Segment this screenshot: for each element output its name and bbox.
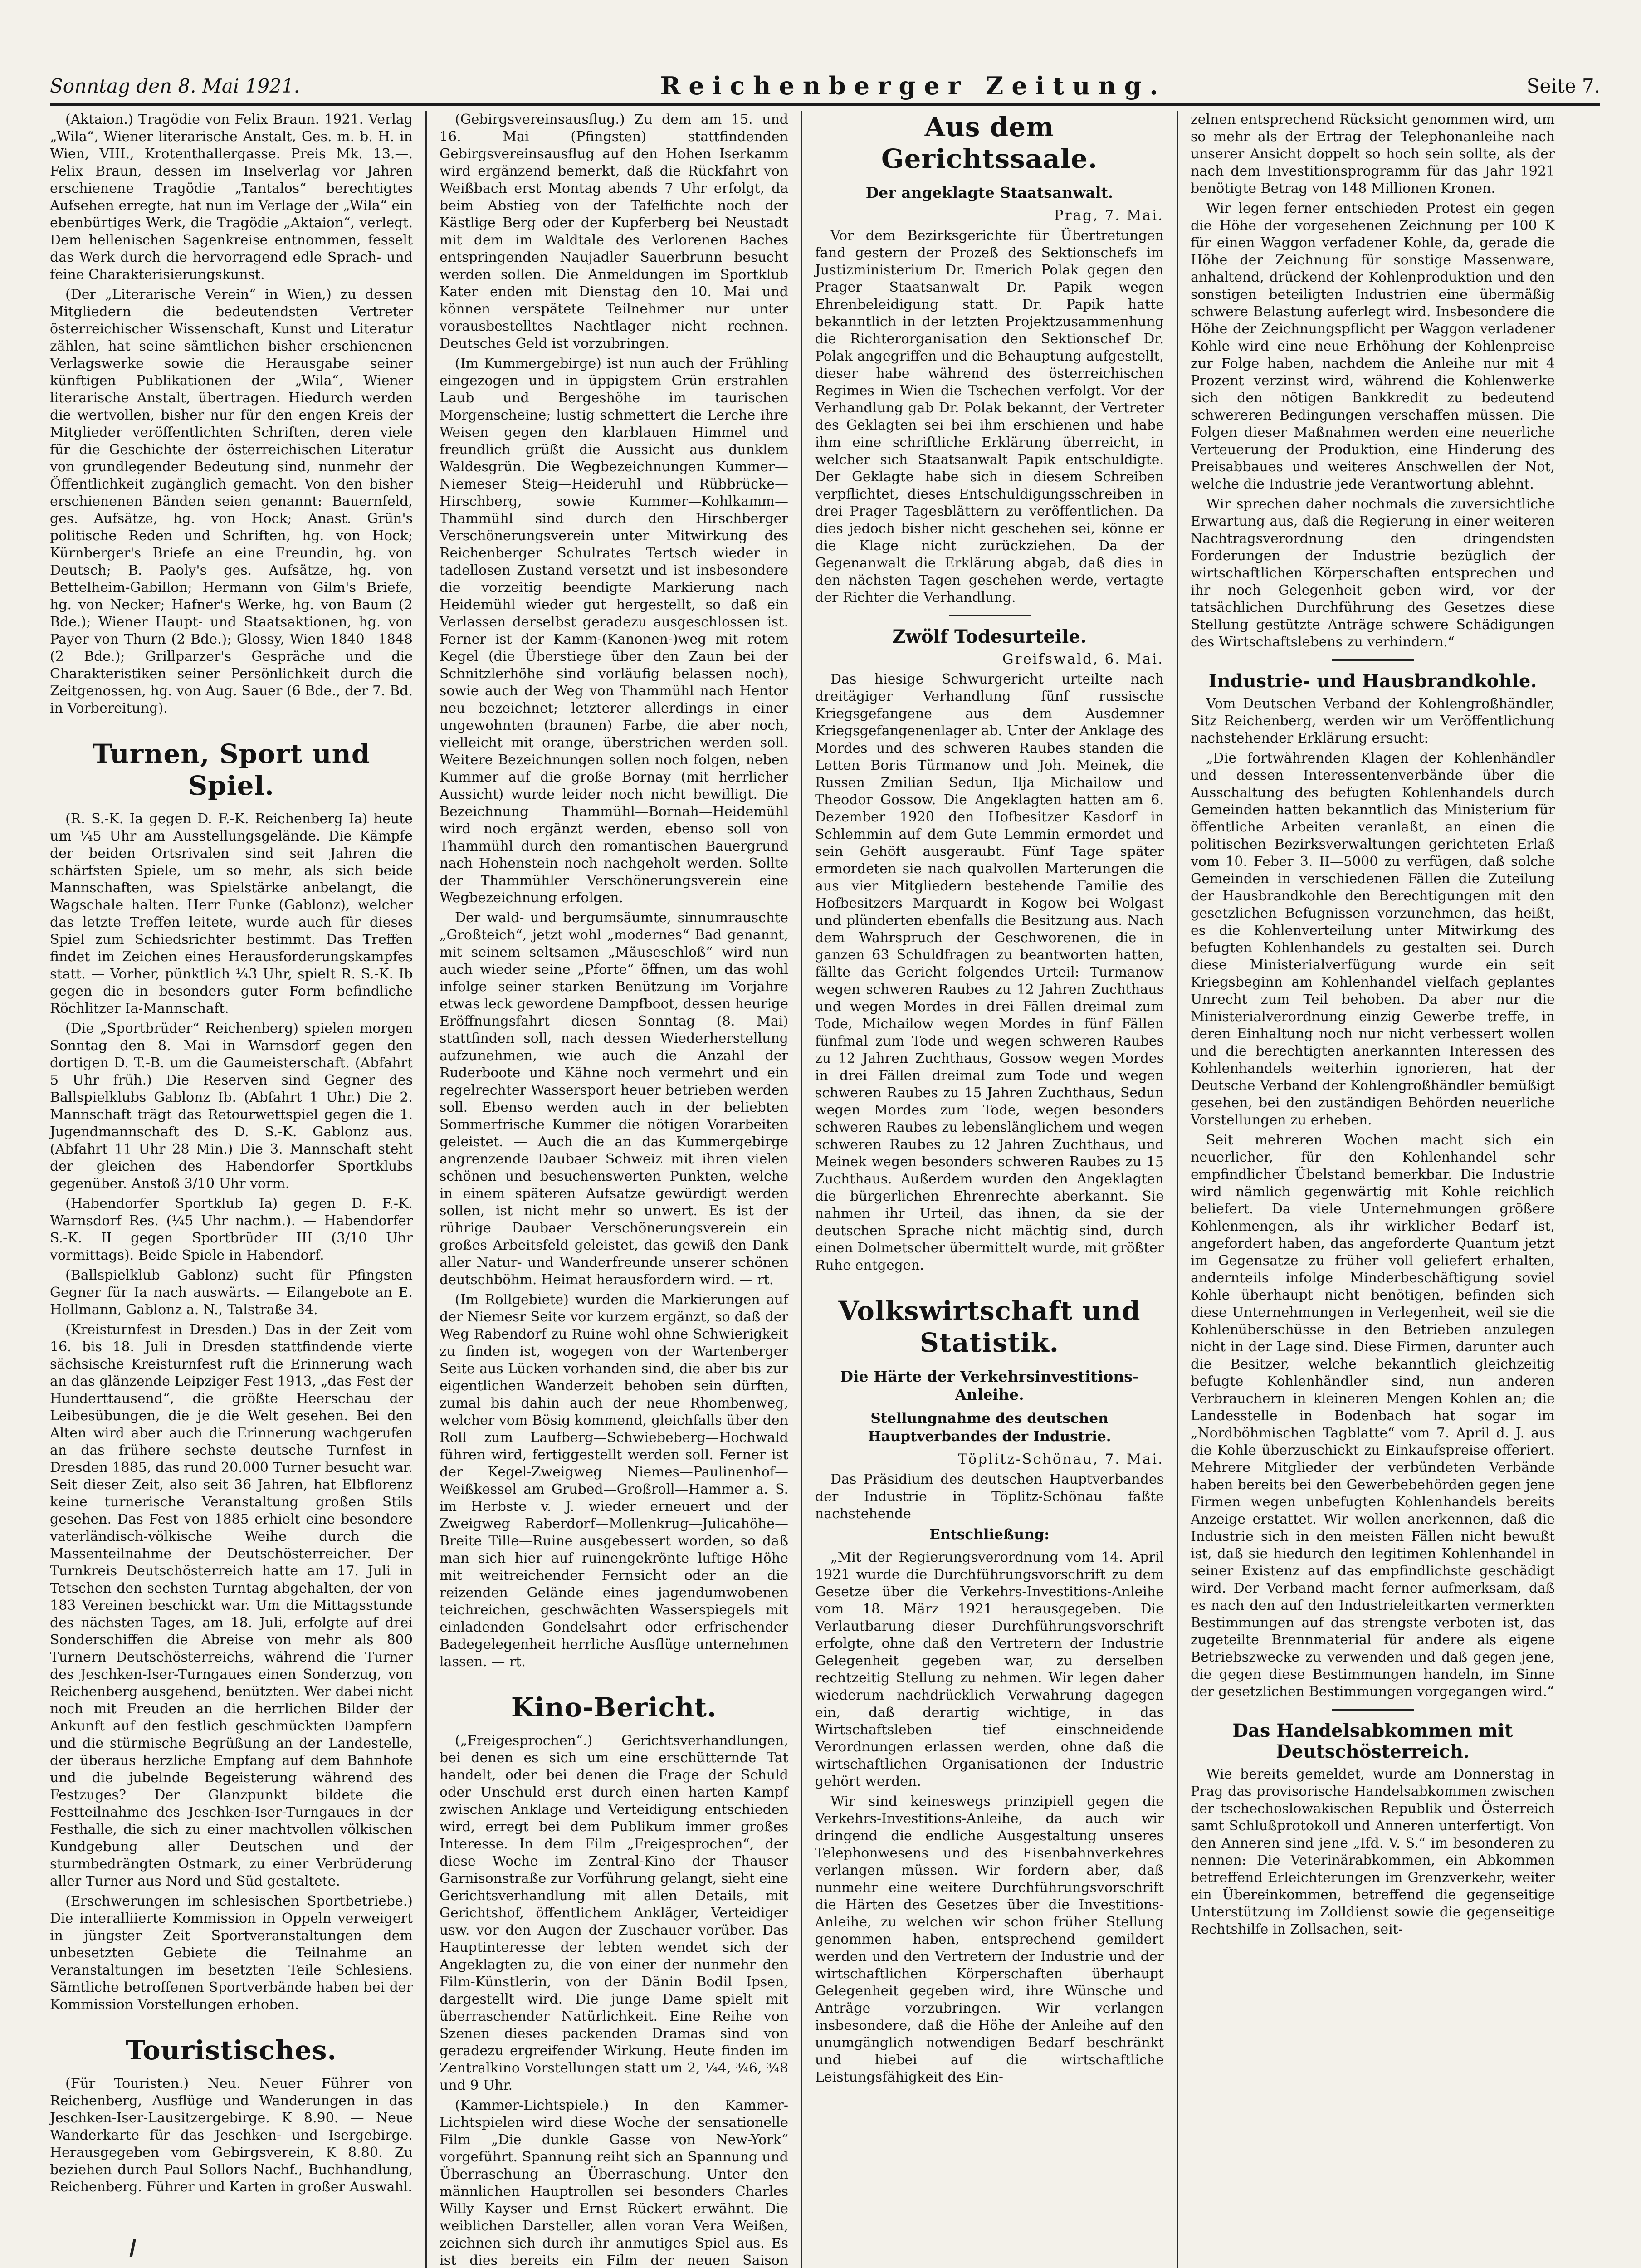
headline-handelsabkommen: Das Handelsabkommen mit Deutschösterreich. xyxy=(1232,1720,1513,1762)
dateline-teplitz: Töplitz-Schönau, 7. Mai. xyxy=(958,1451,1164,1467)
article-kohlenhaendler-1: „Die fortwährenden Klagen der Kohlenhändler und dessen Interessentenverbände über die Ausschaltung des befugten Kohlenhandels durch Gemeinden hatten bekanntlich das Ministerium für öffentliche Arbeiten veranlaßt, an einen die politischen Bezirksverwaltungen gerichteten Erlaß vom 10. Feber 3. II—5000 zu verfügen, daß solche Gemeinden in verschiedenen Fällen die Zuteilung der Hausbrandkohle den Berechtigungen mit den gesetzlichen Befugnissen vorzunehmen, das heißt, es die Kohlenverteilung unter Mitwirkung des befugten Kohlenhandels zu gestalten sei. Durch diese Ministerialverfügung wurde ein seit Kriegsbeginn am Kohlenhandel vielfach geplantes Unrecht zum Teil behoben. Da aber nur die Ministerialverordnung einzig Gewerbe treffe, in deren Einhaltung noch nur nicht verbessert wollen und die berechtigten anerkannten Interessen des Kohlenhandels weiterhin ignorieren, hat der Deutsche Verband der Kohlengroßhändler bemüßigt gesehen, bei den zuständigen Behörden neuerliche Vorstellungen zu erheben. xyxy=(1191,750,1555,1128)
issue-date: Sonntag den 8. Mai 1921. xyxy=(50,74,300,97)
article-staatsanwalt: Vor dem Bezirksgerichte für Übertretungen fand gestern der Prozeß des Sektionschefs im Justizministerium Dr. Emerich Polak gegen den Prager Staatsanwalt Dr. Papik wegen Ehrenbeleidigung statt. Dr. Papik hatte bekanntlich in der letzten Projektzusammenhung die Richterorganisation den Sektionschef Dr. Polak angegriffen und die Behauptung aufgestellt, dieser habe während des österreichischen Regimes in Wien die Tschechen verfolgt. Vor der Verhandlung gab Dr. Polak bekannt, der Vertreter des Geklagten sei bei ihm erschienen und habe ihm eine schriftliche Erklärung überreicht, in welcher sich Staatsanwalt Papik entschuldigte. Der Geklagte habe sich in diesem Schreiben verpflichtet, dieses Entschuldigungsschreiben in drei Prager Tagesblättern zu veröffentlichen. Da dies jedoch bisher nicht geschehen sei, könne er die Klage nicht zurückziehen. Da der Gegenanwalt die Erklärung abgab, daß dies in den nächsten Tagen geschehen werde, vertagte der Richter die Verhandlung. xyxy=(815,228,1164,606)
headline-staatsanwalt: Der angeklagte Staatsanwalt. xyxy=(865,184,1114,201)
dateline-greifswald: Greifswald, 6. Mai. xyxy=(1002,651,1164,667)
article-entschliessung-1: „Mit der Regierungsverordnung vom 14. April 1921 wurde die Durchführungsvorschrift zu dem Gesetze über die Verkehrs-Investitions-Anleihe vom 18. März 1921 herausgegeben. Die Verlautbarung dieser Durchführungsvorschrift erfolgte, ohne daß den Vertretern der Industrie Gelegenheit gegeben war, zu derselben rechtzeitig Stellung zu nehmen. Wir legen daher wiederum nachdrücklich Verwahrung dagegen ein, daß derartig wichtige, in das Wirtschaftsleben tief einschneidende Verordnungen erlassen werden, ohne daß die wirtschaftlichen Organisationen der Industrie gehört werden. xyxy=(815,1549,1164,1789)
article-rollgebiet: (Im Rollgebiete) wurden die Markierungen auf der Niemesr Seite vor kurzem ergänzt, so daß der Weg Rabendorf zu Ruine wohl ohne Schwierigkeit zu finden ist, wogegen von der Wartenberger Seite aus Lücken vorhanden sind, die aber bis zur eigentlichen Wanderzeit behoben sein dürften, zumal bis dahin auch der neue Rhombenweg, welcher vom Bösig kommend, gleichfalls über den Roll zum Laufberg—Schwiebeberg—Hochwald führen wird, fertiggestellt werden soll. Ferner ist der Kegel-Zweigweg Niemes—Paulinenhof—Weißkessel am Grubed—Großroll—Hammer a. S. im Herbste v. J. wieder erneuert und der Zweigweg Raberdorf—Mollenkrug—Julicahöhe—Breite Tille—Ruine ausgebessert worden, so daß man sich hier auf ruinengekrönte luftige Höhe mit weitreichender Fernsicht oder an die reizenden Gelände eines jagendumwobenen teichreichen, geschwächten Wasserspiegels mit einladenden Gondelsahrt oder erfrischender Badegelegenheit herrliche Ausflüge unternehmen lassen. — rt. xyxy=(440,1292,788,1670)
article-todesurteile: Das hiesige Schwurgericht urteilte nach dreitägiger Verhandlung fünf russische Kriegsgefangene aus dem Ausdemner Kriegsgefangenenlager ab. Unter der Anklage des Mordes und des schweren Raubes standen die Letten Boris Türmanow und Joh. Meinek, die Russen Zmilian Sedun, Ilja Michailow und Theodor Gossow. Die Angeklagten hatten am 6. Dezember 1920 den Hofbesitzer Kasdorf in Schlemmin auf dem Gute Lemmin ermordet und sein Gehöft ausgeraubt. Fünf Tage später ermordeten sie nach qualvollen Marterungen die aus vier Mitgliedern bestehende Familie des Hofbesitzers Marquardt in Kogow bei Wolgast und plünderten ebenfalls die Besitzung aus. Nach dem Wahrspruch der Geschworenen, die in ganzen 63 Schuldfragen zu beantworten hatten, fällte das Gericht folgendes Urteil: Turmanow wegen schweren Raubes zu 12 Jahren Zuchthaus und wegen Mordes in drei Fällen dreimal zum Tode, Michailow wegen Mordes in fünf Fällen fünfmal zum Tode und wegen schweren Raubes zu 12 Jahren Zuchthaus, Gossow wegen Mordes in drei Fällen dreimal zum Tode und wegen schweren Raubes zu 15 Jahren Zuchthaus, Sedun wegen Mordes zum Tode, wegen besonders schweren Raubes zu lebenslänglichem und wegen schweren Raubes zu 12 Jahren Zuchthaus, und Meinek wegen besonders schweren Raubes zu 15 Zuchthaus. Außerdem wurden den Angeklagten die bürgerlichen Ehrenrechte aberkannt. Sie nahmen ihr Urteil, das ihnen, da sie der deutschen Sprache nicht mächtig sind, durch einen Dolmetscher übermittelt wurde, mit größter Ruhe entgegen. xyxy=(815,671,1164,1273)
article-freigesprochen: („Freigesprochen“.) Gerichtsverhandlungen, bei denen es sich um eine erschütternde Tat handelt, oder bei denen die Frage der Schuld oder Unschuld erst durch einen harten Kampf zwischen Anklage und Verteidigung entschieden wird, erregt bei dem Publikum immer großes Interesse. In dem Film „Freigesprochen“, der diese Woche im Zentral-Kino der Thauser Garnisonstraße zur Vorführung gelangt, sieht eine Gerichtsverhandlung mit allen Details, mit Gerichtshof, öffentlichem Ankläger, Verteidiger usw. vor den Augen der Zuschauer vorüber. Das Hauptinteresse der lebten wendet sich der Angeklagten zu, die von einer der nunmehr den Film-Künstlerin, von der Dänin Bodil Ipsen, dargestellt wird. Die junge Dame spielt mit überraschender Natürlichkeit. Eine Reihe von Szenen dieses packenden Dramas sind von geradezu ergreifender Wirkung. Heute finden im Zentralkino Vorstellungen statt um 2, ¼4, ¾6, ¾8 und 9 Uhr. xyxy=(440,1733,788,2093)
headline-hausbrandkohle: Industrie- und Hausbrandkohle. xyxy=(1208,670,1537,692)
subheadline-hauptverband: Stellungnahme des deutschen Hauptverbandes der Industrie. xyxy=(868,1410,1111,1445)
article-praesidium: Das Präsidium des deutschen Hauptverbandes der Industrie in Töplitz-Schönau faßte nachstehende xyxy=(815,1471,1164,1522)
column-4 xyxy=(1177,111,1555,2268)
section-title-volkswirtschaft: Volkswirtschaft und Statistik. xyxy=(838,1295,1141,1358)
section-title-touristisches: Touristisches. xyxy=(126,2035,337,2066)
divider xyxy=(1332,1709,1414,1711)
article-kummergebirge: (Im Kummergebirge) ist nun auch der Frühling eingezogen und in üppigstem Grün erstrahlen Laub und Bergeshöhe im taurischen Morgenscheine; lustig schmettert die Lerche ihre Weisen gegen den klarblauen Himmel und freundlich grüßt die Aussicht aus dunklem Waldesgrün. Die Wegbezeichnungen Kummer—Niemeser Steig—Heideruhl und Rübbrücke—Hirschberg, sowie Kummer—Kohlkamm—Thammühl sind durch den Hirschberger Verschönerungsverein unter Mitwirkung des Reichenberger Schulrates Tertsch wieder in tadellosen Zustand versetzt und ist insbesondere die vorzeitig beendigte Markierung nach Heidemühl wieder gut hergestellt, so daß ein Verlassen derselbst geradezu ausgeschlossen ist. Ferner ist der Kamm-(Kanonen-)weg mit rotem Kegel (die Überstiege über den Zaun bei der Schnitzlerhöhe sind vorläufig belassen noch), sowie auch der Weg von Thammühl nach Hentor neu bezeichnet; letzterer allerdings in einer ungewohnten (braunen) Farbe, die aber noch, vielleicht mit orange, überstrichen werden soll. Weitere Bezeichnungen sollen noch folgen, neben Kummer auf die große Bornay (mit herrlicher Aussicht) wurde leider noch nicht bewilligt. Die Bezeichnung Thammühl—Bornah—Heidemühl wird noch ergänzt werden, ebenso soll von Thammühl durch den romantischen Bauergrund nach Hohenstein noch nachgeholt werden. Sollte der Thammühler Verschönerungsverein eine Wegbezeichnung erfolgen. xyxy=(440,356,788,906)
article-schlesien-sport: (Erschwerungen im schlesischen Sportbetriebe.) Die interalliierte Kommission in Oppeln verweigert in jüngster Zeit Sportveranstaltungen dem unbesetzten Gebiete die Teilnahme an Veranstaltungen im besetzten Teile Schlesiens. Sämtliche betroffenen Sportverbände haben bei der Kommission Vorstellungen erhoben. xyxy=(50,1893,413,2013)
entschliessung-label: Entschließung: xyxy=(929,1526,1050,1543)
section-title-gerichtssaal: Aus dem Gerichtssaale. xyxy=(881,112,1098,174)
masthead xyxy=(50,68,1600,106)
article-entschliessung-3: zelnen entsprechend Rücksicht genommen wird, um so mehr als der Ertrag der Telephonanleihe nach unserer Ansicht doppelt so hoch sein sollte, als der nach dem Investitionsprogramm für das Jahr 1921 benötigte Betrag von 148 Millionen Kronen. xyxy=(1191,112,1555,196)
article-entschliessung-5: Wir sprechen daher nochmals die zuversichtliche Erwartung aus, daß die Regierung in einer weiteren Nachtragsverordnung den dringendsten Forderungen der Industrie bezüglich der wirtschaftlichen Körperschaften entsprechen und ihr noch Gelegenheit geben wird, vor der tatsächlichen Durchführung des Gesetzes diese Stellung gestützte Anträge schwere Schädigungen des Wirtschaftslebens zu verhindern.“ xyxy=(1191,496,1555,650)
article-kohlenhaendler-2: Seit mehreren Wochen macht sich ein neuerlicher, für den Kohlenhandel sehr empfindlicher Übelstand bemerkbar. Die Industrie wird nämlich gegenwärtig mit Kohle reichlich beliefert. Da viele Unternehmungen größere Kohlenmengen, als ihr wirklicher Bedarf ist, angefordert haben, das angeforderte Quantum jetzt im Gegensatze zu früher voll geliefert erhalten, andernteils infolge Minderbeschäftigung soviel Kohle überhaupt nicht benötigen, befinden sich diese Unternehmungen in Verlegenheit, weil sie die Kohlenüberschüsse in den Betrieben anzulegen nicht in der Lage sind. Diese Firmen, darunter auch die Besitzer, welche bekanntlich gleichzeitig befugte Kohlenhändler sind, nun anderen Verbrauchern in kleineren Mengen Kohlen an; die Landesstelle in Bodenbach hat sogar im „Nordböhmischen Tagblatte“ vom 7. April d. J. aus die Kohle überzuschickt zu Einkaufspreise offeriert. Mehrere Mitglieder der verbündeten Verbände haben bereits bei den Gewerbebehörden gegen jene Firmen wegen unbefugten Kohlenhandels bereits Anzeige erstattet. Wir wollen anerkennen, daß die Industrie sich in den meisten Fällen nicht bewußt ist, daß sie hiedurch den legitimen Kohlenhandel in seiner Existenz auf das empfindlichste geschädigt wird. Der Verband macht ferner aufmerksam, daß es nach den auf den Industrieleitkarten vermerkten Bestimmungen auf das strengste verboten ist, das zugeteilte Brennmaterial für andere als eigene Betriebszwecke zu verwenden und daß gegen jene, die gegen diese Bestimmungen handeln, im Sinne der gesetzlichen Bestimmungen vorgegangen wird.“ xyxy=(1191,1132,1555,1700)
article-grossteich: Der wald- und bergumsäumte, sinnumrauschte „Großteich“, jetzt wohl „modernes“ Bad genannt, mit seinem seltsamen „Mäuseschloß“ wird nun auch wieder seine „Pforte“ öffnen, um das wohl infolge seiner starken Benützung im Vorjahre etwas leck gewordene Dampfboot, dessen heurige Eröffnungsfahrt diesen Sonntag (8. Mai) stattfinden soll, nach dessen Wiederherstellung aufzunehmen, wie auch die Anzahl der Ruderboote und Kähne noch vermehrt und ein regelrechter Wassersport heuer betrieben werden soll. Ebenso werden auch in der beliebten Sommerfrische Kummer die nötigen Vorarbeiten geleistet. — Auch die an das Kummergebirge angrenzende Daubaer Schweiz mit ihren vielen schönen und besuchenswerten Punkten, welche in einem späteren Aufsatze gewürdigt werden sollen, ist nicht mehr so unwert. Es ist der rührige Daubaer Verschönerungsverein ein großes Arbeitsfeld geleistet, das gewiß den Dank aller Natur- und Wanderfreunde unserer schönen deutschböhm. Heimat herausfordern wird. — rt. xyxy=(440,910,788,1288)
article-sportbrueder: (Die „Sportbrüder“ Reichenberg) spielen morgen Sonntag den 8. Mai in Warnsdorf gegen den dortigen D. T.-B. um die Gaumeisterschaft. (Abfahrt 5 Uhr früh.) Die Reserven sind Gegner des Ballspielklubs Gablonz Ib. (Abfahrt 1 Uhr.) Die 2. Mannschaft trägt das Retourwettspiel gegen die 1. Jugendmannschaft des D. S.-K. Gablonz aus. (Abfahrt 11 Uhr 28 Min.) Die 3. Mannschaft steht der gleichen des Habendorfer Sportklubs gegenüber. Anstoß 3/10 Uhr vorm. xyxy=(50,1021,413,1192)
article-literarischer-verein: (Der „Literarische Verein“ in Wien,) zu dessen Mitgliedern die bedeutendsten Vertreter österreichischer Wissenschaft, Kunst und Literatur zählen, hat seine sämtlichen bisher erschienenen Verlagswerke sowie die Herausgabe seiner künftigen Publikationen der „Wila“, Wiener literarische Anstalt, übertragen. Hiedurch werden die wertvollen, bisher nur für den engen Kreis der Mitglieder veröffentlichten Schriften, deren viele für die Geschichte der österreichischen Literatur von grundlegender Bedeutung sind, nunmehr der Öffentlichkeit zugänglich gemacht. Von den bisher erschienenen Bänden seien genannt: Bauernfeld, ges. Aufsätze, hg. von Hock; Anast. Grün's politische Reden und Schriften, hg. von Hock; Kürnberger's Briefe an eine Freundin, hg. von Deutsch; B. Paoly's ges. Aufsätze, hg. von Bettelheim-Gabillon; Hermann von Gilm's Briefe, hg. von Necker; Hafner's Werke, hg. von Baum (2 Bde.); Wiener Haupt- und Staatsaktionen, hg. von Payer von Thurn (2 Bde.); Glossy, Wien 1840—1848 (2 Bde.); Grillparzer's Gespräche und die Charakteristiken seiner Persönlichkeit durch die Zeitgenossen, hg. von Aug. Sauer (6 Bde., der 7. Bd. in Vorbereitung). xyxy=(50,287,413,716)
headline-verkehrsinvestition: Die Härte der Verkehrsinvestitions-Anleihe. xyxy=(840,1368,1139,1403)
article-habendorfer: (Habendorfer Sportklub Ia) gegen D. F.-K. Warnsdorf Res. (¼5 Uhr nachm.). — Habendorfer S.-K. II gegen Sportbrüder III (3/10 Uhr vormittags). Beide Spiele in Habendorf. xyxy=(50,1196,413,1263)
article-kreisturnfest: (Kreisturnfest in Dresden.) Das in der Zeit vom 16. bis 18. Juli in Dresden stattfindende vierte sächsische Kreisturnfest ruft die Erinnerung wach an das glänzende Leipziger Fest 1913, „das Fest der Hunderttausend“, die größte Heerschau der Leibesübungen, die je die Welt gesehen. Bei den Alten wird aber auch die Erinnerung wachgerufen an das frühere sechste deutsche Turnfest in Dresden 1885, das rund 20.000 Turner besucht war. Seit dieser Zeit, also seit 36 Jahren, hat Elbflorenz keine turnerische Veranstaltung großen Stils gesehen. Das Fest von 1885 erhielt eine besondere vaterländisch-völkische Weihe durch die Massenteilnahme der Deutschösterreicher. Der Turnkreis Deutschösterreich hatte am 17. Juli in Tetschen den sechsten Turntag abgehalten, der von 183 Vereinen beschickt war. Um die Mittagsstunde des nächsten Tages, am 18. Juli, erfolgte auf drei Sonderschiffen die Abreise von mehr als 800 Turnern Deutschösterreichs, während die Turner des Jeschken-Iser-Turngaues einen Sonderzug, von Reichenberg ausgehend, benützten. Wer dabei nicht noch mit Freuden an die herrlichen Bilder der Ankunft auf den festlich geschmückten Dampfern und die stürmische Begrüßung an der Landestelle, der überaus herzliche Empfang auf dem Bahnhofe und die jubelnde Begeisterung während des Festzuges? Der Glanzpunkt bildete die Festteilnahme des Jeschken-Iser-Turngaues in der Festhalle, die sich zu einer machtvollen völkischen Kundgebung aller Deutschen und der sturmbedrängten Ostmark, zu einer Verbrüderung aller Turner aus Nord und Süd gestaltete. xyxy=(50,1322,413,1889)
column-3 xyxy=(801,111,1177,2268)
page-number: Seite 7. xyxy=(1526,74,1600,97)
divider xyxy=(949,615,1031,616)
article-kammer-lichtspiele: (Kammer-Lichtspiele.) In den Kammer-Lichtspielen wird diese Woche der sensationelle Film „Die dunkle Gasse von New-York“ vorgeführt. Spannung reiht sich an Spannung und Überraschung an Überraschung. Unter den männlichen Hauptrollen sei besonders Charles Willy Kayser und Ernst Rückert erwähnt. Die weiblichen Darsteller, allen voran Vera Weißen, zeichnen sich durch ihr anmutiges Spiel aus. Es ist dies bereits ein Film der neuen Saison xyxy=(440,2097,788,2268)
article-entschliessung-2: Wir sind keineswegs prinzipiell gegen die Verkehrs-Investitions-Anleihe, da auch wir dringend die endliche Ausgestaltung unseres Telephonwesens und des Eisenbahnverkehres verlangen müssen. Wir fordern aber, daß nunmehr eine weitere Durchführungsvorschrift die Härten des Gesetzes über die Investitions-Anleihe, zu welchen wir schon früher Stellung genommen haben, entsprechend gemildert werden und den Vertretern der Industrie und der wirtschaftlichen Körperschaften überhaupt Gelegenheit gegeben wird, ihre Wünsche und Anträge vorzubringen. Wir verlangen insbesondere, daß die Höhe der Anleihe auf den unumgänglich notwendigen Bedarf beschränkt und hiebei auf die wirtschaftliche Leistungsfähigkeit des Ein- xyxy=(815,1794,1164,2085)
article-kohlenhaendler-intro: Vom Deutschen Verband der Kohlengroßhändler, Sitz Reichenberg, werden wir um Veröffentlichung nachstehender Erklärung ersucht: xyxy=(1191,696,1555,746)
article-ballspielklub: (Ballspielklub Gablonz) sucht für Pfingsten Gegner für Ia nach auswärts. — Eilangebote an E. Hollmann, Gablonz a. N., Talstraße 34. xyxy=(50,1267,413,1318)
dateline-prag: Prag, 7. Mai. xyxy=(1054,207,1164,224)
article-handelsabkommen: Wie bereits gemeldet, wurde am Donnerstag in Prag das provisorische Handelsabkommen zwischen der tschechoslowakischen Republik und Österreich samt Schlußprotokoll und Anneren unterfertigt. Von den Anneren sind jene „Ifd. V. S.“ im besonderen zu nennen: Die Veterinärabkommen, ein Abkommen betreffend Erleichterungen im Grenzverkehr, weiter ein Übereinkommen, betreffend die gegenseitige Unterstützung im Zolldienst sowie die gegenseitige Rechtshilfe in Zollsachen, seit- xyxy=(1191,1766,1555,1937)
ink-mark xyxy=(130,2239,137,2257)
section-title-sport: Turnen, Sport und Spiel. xyxy=(92,738,371,801)
newspaper-title: Reichenberger Zeitung. xyxy=(660,71,1167,100)
headline-todesurteile: Zwölf Todesurteile. xyxy=(892,626,1087,647)
article-gebirgsverein: (Gebirgsvereinsausflug.) Zu dem am 15. und 16. Mai (Pfingsten) stattfindenden Gebirgsvereinsausflug auf den Hohen Iserkamm wird ergänzend bemerkt, daß die Rückfahrt von Weißbach erst Montag abends 7 Uhr erfolgt, da beim Abstieg von der Tafelfichte noch der Kästlige Berg oder der Kupferberg bei Neustadt mit dem im Waldtale des Verlorenen Baches entspringenden Naujadler Sauerbrunn besucht werden sollen. Die Anmeldungen im Sportklub Kater enden mit Dienstag den 10. Mai und können verspätete Teilnehmer nur unter vorausbestelltes Nachtlager nicht rechnen. Deutsches Geld ist vorzubringen. xyxy=(440,112,788,352)
columns xyxy=(50,111,1600,2268)
article-entschliessung-4: Wir legen ferner entschieden Protest ein gegen die Höhe der vorgesehenen Zeichnung per 100 K für einen Waggon verfadener Kohle, da, gerade die Höhe der Zeichnung für sonstige Massenware, anhaltend, drückend der Kohlenproduktion und den sonstigen beteiligten Industrien eine übermäßig schwere Belastung auferlegt wird. Insbesondere die Höhe der Zeichnungspflicht per Waggon verladener Kohle wird eine neue Erhöhung der Kohlenpreise zur Folge haben, nachdem die Anleihe nur mit 4 Prozent verzinst wird, während die Kohlenwerke sich den nötigen Bankkredit zu bedeutend schwereren Bedingungen verschaffen müssen. Die Folgen dieser Maßnahmen werden eine neuerliche Verteuerung der Produktion, eine Hinderung des Preisabbaues und weiteres Anschwellen der Not, welche die Industrie jede Verantwortung ablehnt. xyxy=(1191,200,1555,492)
article-touristen: (Für Touristen.) Neu. Neuer Führer von Reichenberg, Ausflüge und Wanderungen in das Jeschken-Iser-Lausitzergebirge. K 8.90. — Neue Wanderkarte für das Jeschken- und Isergebirge. Herausgegeben vom Gebirgsverein, K 8.80. Zu beziehen durch Paul Sollors Nachf., Buchhandlung, Reichenberg. Führer und Karten in großer Auswahl. xyxy=(50,2076,413,2195)
column-2 xyxy=(425,111,801,2268)
article-aktaion: (Aktaion.) Tragödie von Felix Braun. 1921. Verlag „Wila“, Wiener literarische Anstalt, Ges. m. b. H. in Wien, VIII., Krotenthallergasse. Preis Mk. 13.—. Felix Braun, dessen im Inselverlag vor Jahren erschienene Tragödie „Tantalos“ berechtigtes Aufsehen erregte, hat nun im Verlage der „Wila“ ein ebenbürtiges Werk, die Tragödie „Aktaion“, verlegt. Dem hellenischen Sagenkreise entnommen, fesselt das Werk durch die hervorragend edle Sprach- und feine Charakterisierungskunst. xyxy=(50,112,413,283)
divider xyxy=(1332,659,1414,661)
column-1 xyxy=(50,111,425,2268)
section-title-kino: Kino-Bericht. xyxy=(511,1692,717,1723)
article-rsk-dfk: (R. S.-K. Ia gegen D. F.-K. Reichenberg Ia) heute um ¼5 Uhr am Ausstellungsgelände. Die Kämpfe der beiden Ortsrivalen sind seit Jahren die schärfsten Spiele, um so mehr, als sich beide Mannschaften, was Spielstärke anbelangt, die Wagschale halten. Herr Funke (Gablonz), welcher das letzte Treffen leitete, wurde auch für dieses Spiel zum Schiedsrichter bestimmt. Das Treffen findet im Zeichen eines Herausforderungskampfes statt. — Vorher, pünktlich ¼3 Uhr, spielt R. S.-K. Ib gegen die in besonders guter Form befindliche Röchlitzer Ia-Mannschaft. xyxy=(50,811,413,1017)
